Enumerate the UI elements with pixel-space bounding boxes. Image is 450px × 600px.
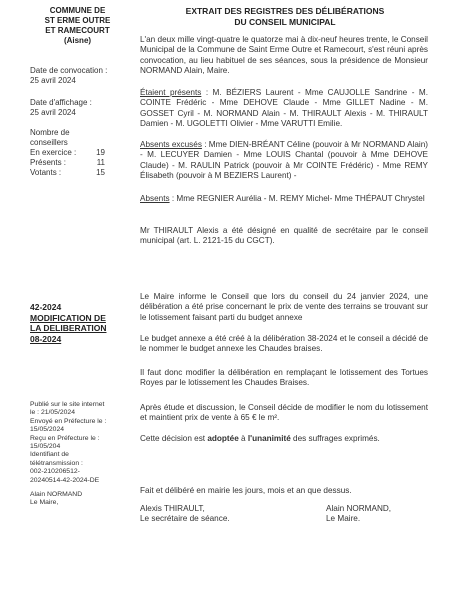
publication-line-5: Reçu en Préfecture le : [30, 434, 100, 442]
presents-paragraph [140, 88, 428, 130]
publication-line-9: 002-210206512- [30, 468, 80, 476]
conseillers-block [30, 128, 105, 178]
document-title [140, 6, 430, 27]
affichage-block [30, 98, 92, 118]
publication-line-8: télétransmission : [30, 459, 83, 467]
decision-paragraph [140, 434, 428, 444]
deliberation-title-line-2: LA DELIBERATION [30, 323, 107, 333]
affichage-date: 25 avril 2024 [30, 108, 76, 117]
body-paragraph-6: Fait et délibéré en mairie les jours, mois et an que dessus. [140, 486, 352, 495]
commune-line-1: COMMUNE DE [49, 6, 106, 15]
decision-mid: à [238, 434, 248, 443]
absents-text: : Mme REGNIER Aurélia - M. REMY Michel- Mme THÉPAUT Chrystel [169, 194, 425, 203]
commune-line-2: ST ERME OUTRE [44, 16, 111, 25]
excuses-paragraph [140, 140, 428, 182]
decision-pre: Cette décision est [140, 434, 208, 443]
secretaire-role: Le secrétaire de séance. [140, 514, 230, 524]
secretaire-name: Alexis THIRAULT, [140, 504, 205, 513]
excuses-text: : Mme DIEN-BRÉANT Céline (pouvoir à Mr NORMAND Alain) - M. LECUYER Damien - Mme LOUIS Chantal (pouvoir à Mme DEHOVE Claude) - M. RAULIN Patrick (pouvoir à Mr COINTE Frédéric) - Mme REMY Élisabeth (pouvoir à M BEZIERS Laurent) - [140, 140, 428, 181]
publication-line-4: 15/05/2024 [30, 426, 65, 434]
decision-unanimite: l'unanimité [247, 434, 291, 443]
publication-line-1: Publié sur le site internet [30, 401, 105, 408]
commune-line-4: (Aisne) [63, 36, 92, 45]
deliberation-title-line-3: 08-2024 [30, 333, 62, 344]
presents-label: Présents : [30, 158, 67, 167]
deliberation-number: 42-2024 [30, 302, 62, 312]
intro-paragraph: L'an deux mille vingt-quatre le quatorze mai à dix-neuf heures trente, le Conseil Municipal de la Commune de Saint Erme Outre et Ramecourt, s'est réuni après convocation, au lieu habituel de ses séances, sous la présidence de Monsieur NORMAND Alain, Maire. [140, 35, 428, 76]
deliberation-title-line-1: MODIFICATION DE [30, 312, 106, 323]
commune-line-3: ET RAMECOURT [45, 26, 110, 35]
nombre-label-2: conseillers [30, 138, 68, 147]
exercice-label: En exercice : [30, 148, 77, 157]
publication-line-2: le : 21/05/2024 [30, 409, 75, 417]
votants-label: Votants : [30, 168, 62, 177]
body-paragraph-1: Le Maire informe le Conseil que lors du conseil du 24 janvier 2024, une délibération a été prise concernant le prix de vente des terrains se trouvant sur le lotissement faisant parti du budget annexe [140, 292, 428, 322]
body-paragraph-2: Le budget annexe a été créé à la délibération 38-2024 et le conseil a décidé de le nommer le budget annexe les Chaudes braises. [140, 334, 428, 354]
stat-exercice [30, 148, 105, 158]
presents-label: Étaient présents [140, 88, 202, 97]
presents-value: 11 [96, 158, 105, 167]
nombre-label-1: Nombre de [30, 128, 70, 137]
publication-line-11: Alain NORMAND [30, 491, 83, 499]
exercice-value: 19 [96, 148, 105, 157]
publication-line-7: Identifiant de [30, 451, 69, 459]
presents-text: : M. BÉZIERS Laurent - Mme CAUJOLLE Sandrine - M. COINTE Frédéric - Mme DEHOVE Claude - Mme GILLET Nadine - M. GOSSET Cyril - M. NORMAND Alain - M. THIRAULT Alexis - M. THIRAULT Damien - M. UGOLETTI Olivier - Mme VARUTTI Emilie. [140, 88, 428, 129]
publication-line-6: 15/05/204 [30, 443, 61, 451]
publication-block [30, 401, 140, 508]
affichage-label: Date d'affichage : [30, 98, 92, 107]
absents-paragraph [140, 194, 428, 204]
stat-presents [30, 158, 105, 168]
convocation-date: 25 avril 2024 [30, 76, 76, 85]
convocation-block [30, 66, 107, 86]
stat-votants [30, 168, 105, 178]
body-paragraph-4: Après étude et discussion, le Conseil décide de modifier le nom du lotissement et maintient prix de vente à 65 € le m². [140, 403, 428, 423]
deliberation-title [30, 302, 125, 344]
absents-label: Absents [140, 194, 170, 203]
secretaire-paragraph: Mr THIRAULT Alexis a été désigné en qualité de secrétaire par le conseil municipal (art. L. 2121-15 du CGCT). [140, 226, 428, 246]
maire-name: Alain NORMAND, [326, 504, 392, 513]
convocation-label: Date de convocation : [30, 66, 108, 75]
maire-role: Le Maire. [326, 514, 361, 524]
excuses-label: Absents excusés [140, 140, 202, 149]
decision-adoptee: adoptée [207, 434, 239, 443]
publication-line-10: 20240514-42-2024-DE [30, 476, 100, 484]
signature-maire [326, 504, 391, 525]
publication-line-12: Le Maire, [30, 499, 59, 507]
decision-post: des suffrages exprimés. [290, 434, 380, 443]
publication-line-3: Envoyé en Préfecture le : [30, 417, 107, 425]
commune-header [30, 6, 125, 46]
votants-value: 15 [96, 168, 105, 177]
document-title-line-2: DU CONSEIL MUNICIPAL [234, 16, 336, 27]
body-paragraph-3: Il faut donc modifier la délibération en remplaçant le lotissement des Tortues Royes par le lotissement les Chaudes Braises. [140, 368, 428, 388]
document-title-line-1: EXTRAIT DES REGISTRES DES DÉLIBÉRATIONS [185, 6, 385, 16]
signature-secretaire [140, 504, 230, 525]
